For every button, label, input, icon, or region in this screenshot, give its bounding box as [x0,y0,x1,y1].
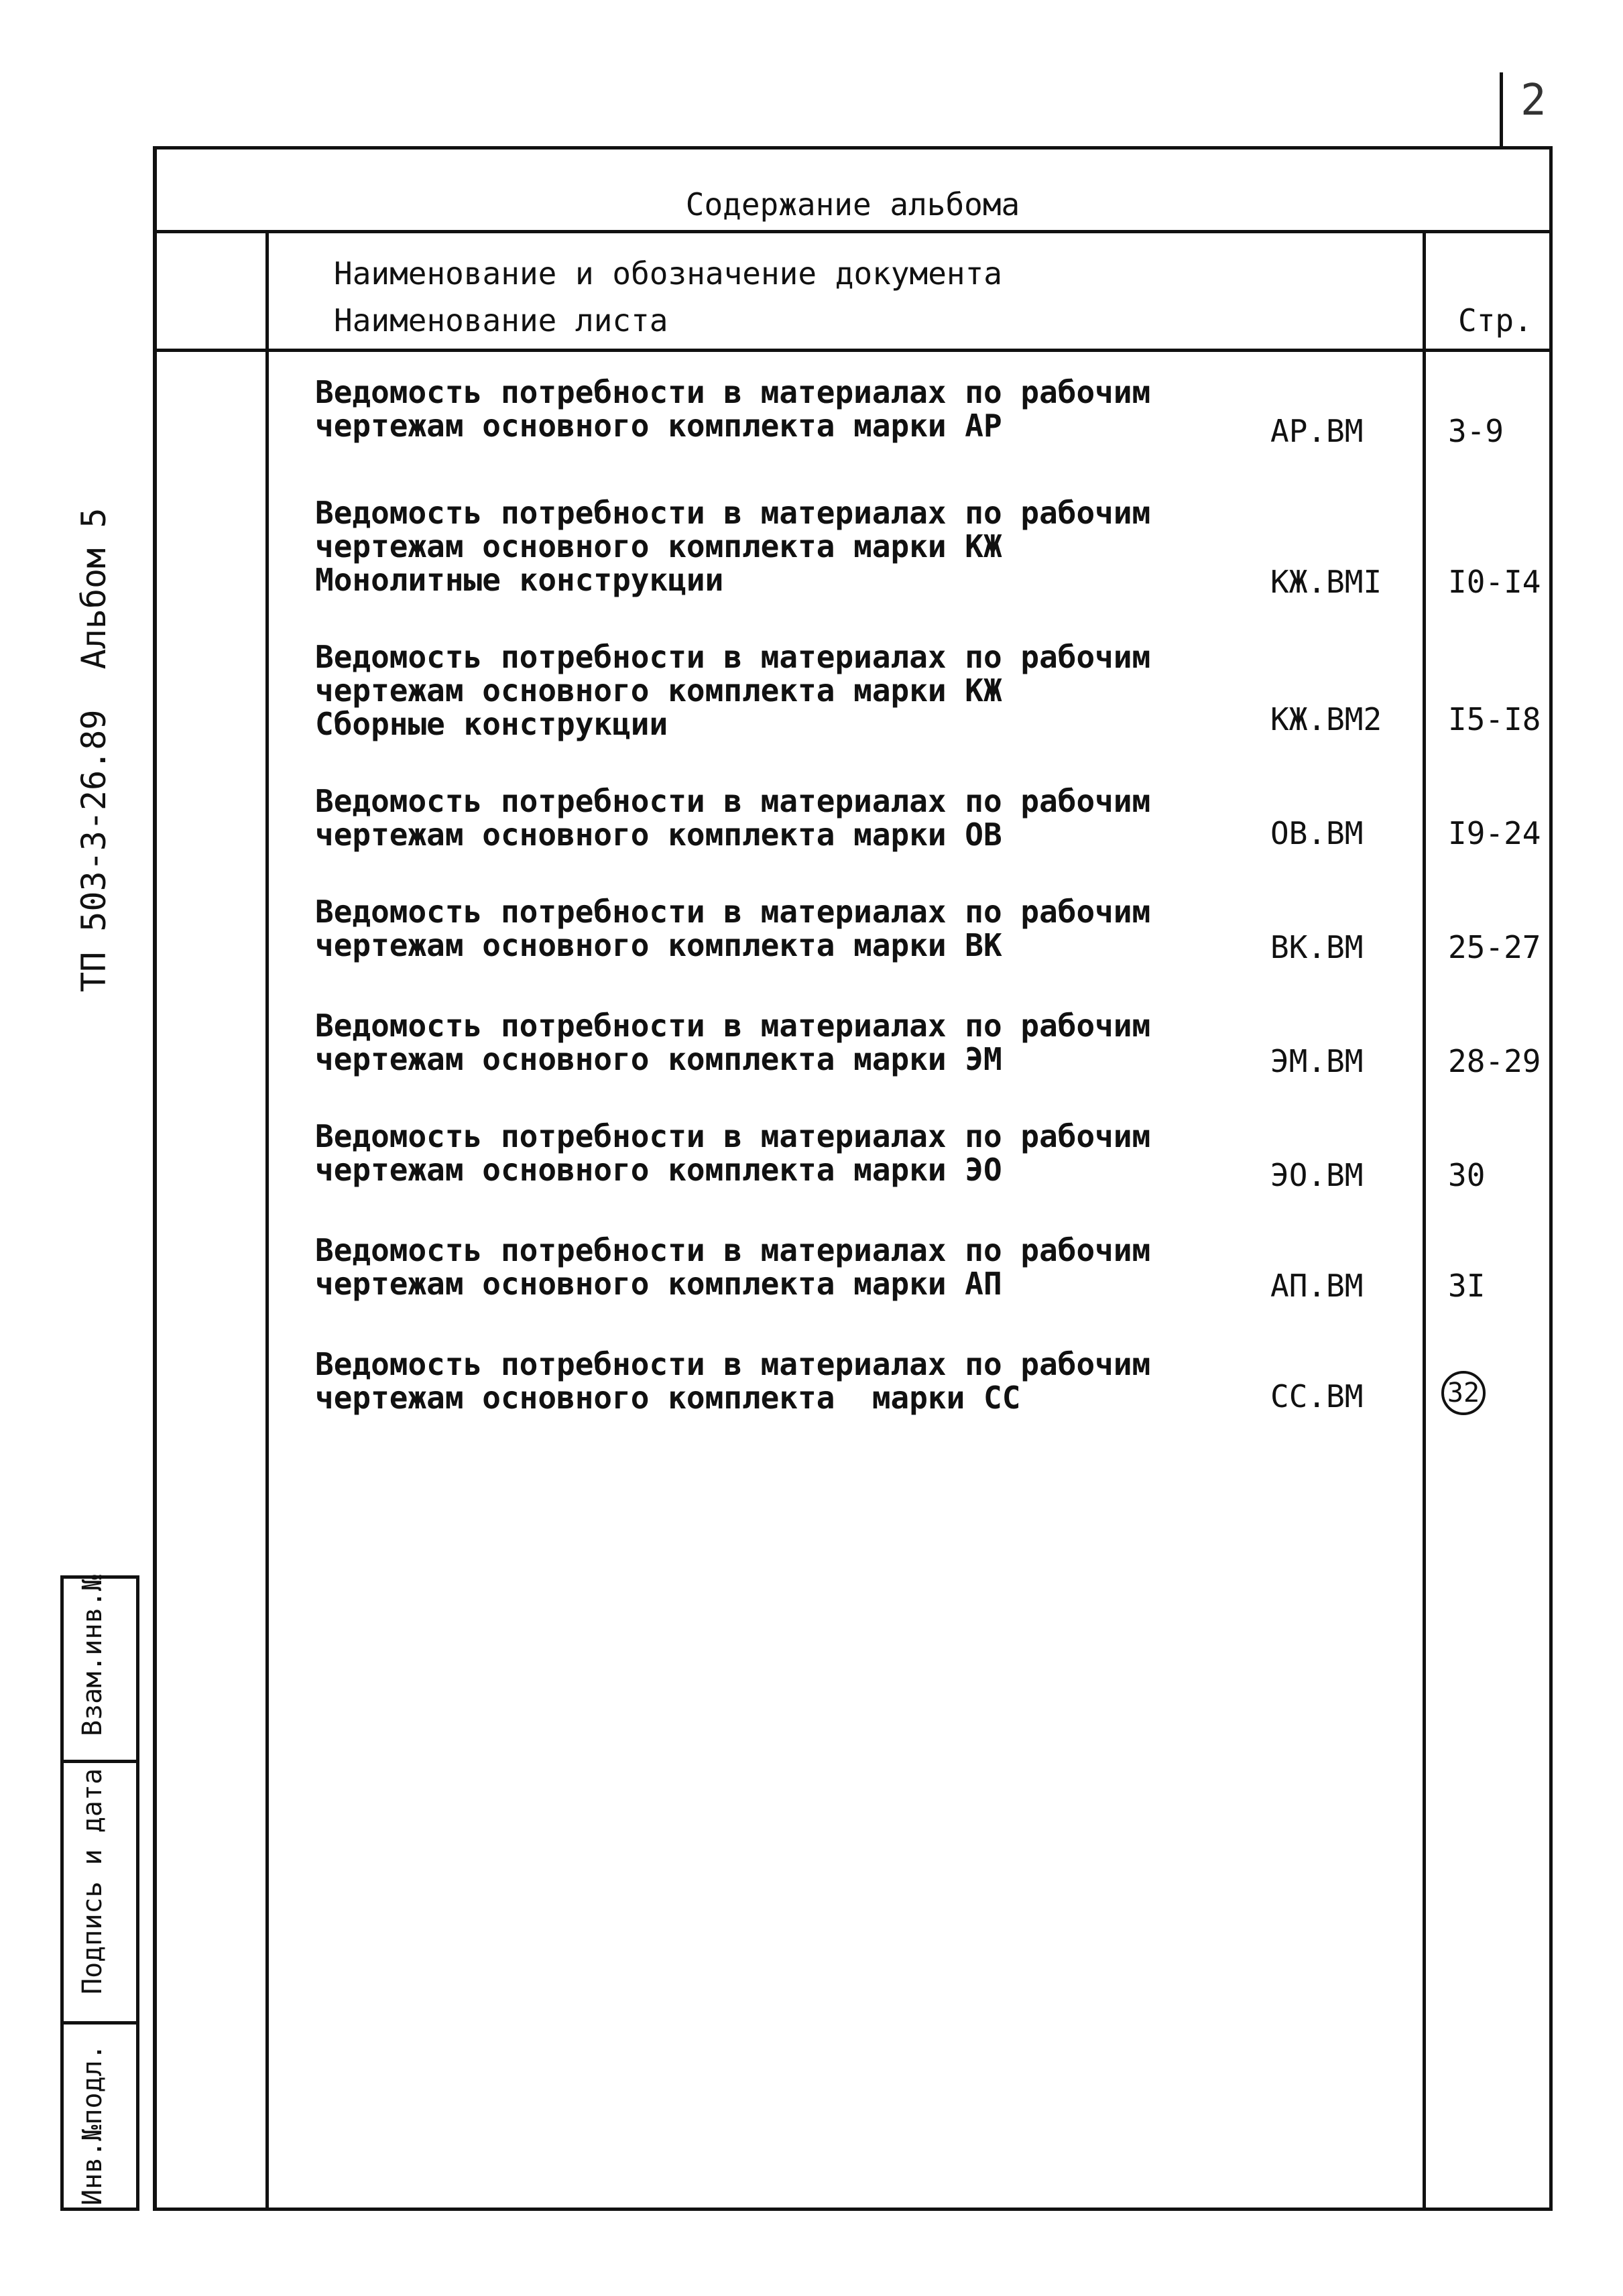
entry-line: Ведомость потребности в материалах по рабочим [315,1118,1151,1154]
entry-line: чертежам основного комплекта марки КЖ [315,528,1002,564]
header-document-name: Наименование и обозначение документа [334,255,1002,292]
entry-code: КЖ.ВМ2 [1270,701,1382,737]
album-side-title: ТП 503-3-26.89 Альбом 5 [74,507,113,992]
stamp-divider [60,1760,139,1763]
entry-line: Ведомость потребности в материалах по рабочим [315,783,1151,819]
toc-entry-ap [315,1233,1240,1301]
entry-pages: 25-27 [1448,929,1541,965]
stamp-label-podpis: Подпись и дата [77,1768,108,1994]
entry-line: Ведомость потребности в материалах по рабочим [315,374,1151,410]
entry-pages: 3-9 [1448,413,1504,449]
right-column-divider [1423,233,1426,2211]
entry-pages: 28-29 [1448,1043,1541,1079]
entry-line: чертежам основного комплекта марки ЭМ [315,1041,1002,1077]
entry-line: чертежам основного комплекта марки ВК [315,927,1002,963]
entry-line: Ведомость потребности в материалах по рабочим [315,495,1151,531]
entry-line: Ведомость потребности в материалах по рабочим [315,1232,1151,1268]
entry-line: Ведомость потребности в материалах по рабочим [315,1008,1151,1044]
entry-code: КЖ.ВМI [1270,564,1382,600]
toc-entry-vk [315,895,1240,962]
header-page-column: Стр. [1458,302,1532,339]
stamp-label-inv-podl: Инв.№подл. [77,2044,108,2206]
entry-pages: I0-I4 [1448,564,1541,600]
entry-line: чертежам основного комплекта марки ЭО [315,1152,1002,1188]
header-sheet-name: Наименование листа [334,302,668,339]
page-number: 2 [1520,76,1547,125]
entry-line: Ведомость потребности в материалах по рабочим [315,894,1151,930]
toc-entry-em [315,1009,1240,1076]
entry-code: АР.ВМ [1270,413,1364,449]
toc-entry-kzh-monolith [315,496,1240,597]
toc-entry-eo [315,1120,1240,1187]
entry-pages: 3I [1448,1268,1486,1304]
entry-line: чертежам основного комплекта марки СС [315,1380,1021,1416]
entry-line: чертежам основного комплекта марки АР [315,408,1002,444]
title-row [153,146,1553,233]
entry-code: ЭМ.ВМ [1270,1043,1364,1079]
entry-pages: I9-24 [1448,815,1541,851]
page-number-divider [1500,72,1503,146]
toc-entry-ov [315,784,1240,851]
entry-code: АП.ВМ [1270,1268,1364,1304]
entry-pages-circled: 32 [1441,1371,1486,1415]
entry-code: ОВ.ВМ [1270,815,1364,851]
entry-line: Монолитные конструкции [315,562,724,598]
entry-code: СС.ВМ [1270,1378,1364,1414]
entry-line: чертежам основного комплекта марки ОВ [315,817,1002,853]
entry-pages: 30 [1448,1157,1486,1193]
header-divider [153,349,1553,352]
entry-line: чертежам основного комплекта марки АП [315,1266,1002,1302]
stamp-divider [60,2021,139,2025]
toc-entry-ar [315,375,1240,442]
entry-line: чертежам основного комплекта марки КЖ [315,672,1002,709]
toc-entry-ss [315,1347,1240,1414]
entry-line: Ведомость потребности в материалах по рабочим [315,1346,1151,1382]
entry-line: Ведомость потребности в материалах по рабочим [315,639,1151,675]
entry-line: Сборные конструкции [315,706,668,742]
toc-entry-kzh-prefab [315,640,1240,741]
left-column-divider [265,233,269,2211]
entry-code: ЭО.ВМ [1270,1157,1364,1193]
entry-code: ВК.ВМ [1270,929,1364,965]
stamp-label-vzam: Взам.инв.№ [77,1575,108,1736]
entry-pages: I5-I8 [1448,701,1541,737]
page-title: Содержание альбома [685,186,1020,223]
